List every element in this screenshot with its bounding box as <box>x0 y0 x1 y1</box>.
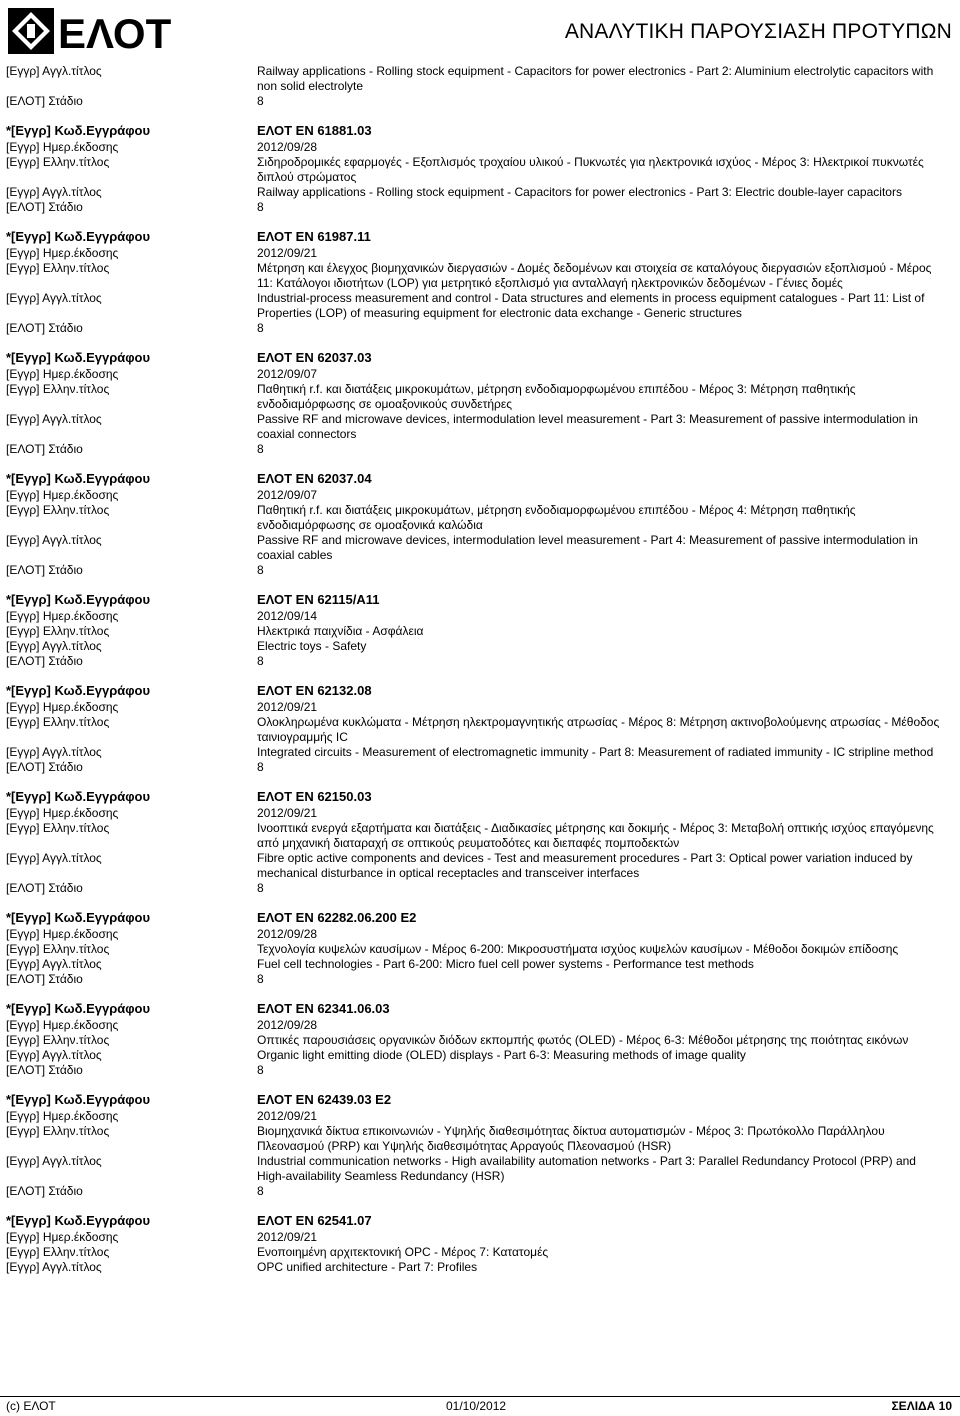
el-title-value: Σιδηροδρομικές εφαρμογές - Εξοπλισμός τροχαίου υλικού - Πυκνωτές για ηλεκτρονικά ισχύος - Μέρος 3: Ηλεκτρικοί πυκνωτές διπλού στρώματος <box>257 155 924 184</box>
date-label: [Εγγρ] Ημερ.έκδοσης <box>6 367 119 381</box>
stage-label: [ΕΛΟΤ] Στάδιο <box>6 881 83 895</box>
el-title-value: Ενοποιημένη αρχιτεκτονική OPC - Μέρος 7: Κατατομές <box>257 1245 549 1259</box>
date-label: [Εγγρ] Ημερ.έκδοσης <box>6 1230 119 1244</box>
en-title-label: [Εγγρ] Αγγλ.τίτλος <box>6 64 102 78</box>
el-title-value: Βιομηχανικά δίκτυα επικοινωνιών - Υψηλής διαθεσιμότητας δίκτυα αυτοματισμών - Μέρος 3: Πρωτόκολλο Παράλληλου Πλεονασμού (PRP) και Υψηλής διαθεσιμότητας Αρραγούς Πλεονασμού (HSR) <box>257 1124 885 1153</box>
code-value: ΕΛΟΤ EN 62282.06.200 E2 <box>257 910 417 925</box>
en-title-label: [Εγγρ] Αγγλ.τίτλος <box>6 957 102 971</box>
page-header <box>0 0 960 62</box>
footer-page-number: ΣΕΛΙΔΑ 10 <box>891 1399 952 1413</box>
code-label: *[Εγγρ] Κωδ.Εγγράφου <box>6 592 151 607</box>
stage-value: 8 <box>257 1063 264 1077</box>
stage-value: 8 <box>257 881 264 895</box>
code-label: *[Εγγρ] Κωδ.Εγγράφου <box>6 471 151 486</box>
en-title-label: [Εγγρ] Αγγλ.τίτλος <box>6 412 102 426</box>
el-title-label: [Εγγρ] Ελλην.τίτλος <box>6 261 110 275</box>
date-value: 2012/09/14 <box>257 609 318 623</box>
en-title-value: Railway applications - Rolling stock equipment - Capacitors for power electronics - Part 2: Aluminium electrolytic capacitors with non solid electrolyte <box>257 64 934 93</box>
date-value: 2012/09/28 <box>257 927 318 941</box>
code-label: *[Εγγρ] Κωδ.Εγγράφου <box>6 229 151 244</box>
el-title-value: Παθητική r.f. και διατάξεις μικροκυμάτων, μέτρηση ενδοδιαμορφωμένου επιπέδου - Μέρος 3: Μέτρηση παθητικής ενδοδιαμόρφωσης σε ομοαξονικούς συνδετήρες <box>257 382 856 411</box>
en-title-label: [Εγγρ] Αγγλ.τίτλος <box>6 1048 102 1062</box>
document-record <box>0 64 960 109</box>
en-title-value: Fuel cell technologies - Part 6-200: Micro fuel cell power systems - Performance test methods <box>257 957 754 971</box>
code-label: *[Εγγρ] Κωδ.Εγγράφου <box>6 789 151 804</box>
en-title-value: Passive RF and microwave devices, intermodulation level measurement - Part 4: Measurement of passive intermodulation in coaxial cables <box>257 533 918 562</box>
en-title-label: [Εγγρ] Αγγλ.τίτλος <box>6 851 102 865</box>
en-title-value: Fibre optic active components and devices - Test and measurement procedures - Part 3: Optical power variation induced by mechanical disturbance in optical receptacles and transceiver interfaces <box>257 851 913 880</box>
el-title-value: Παθητική r.f. και διατάξεις μικροκυμάτων, μέτρηση ενδοδιαμορφωμένου επιπέδου - Μέρος 4: Μέτρηση παθητικής ενδοδιαμόρφωσης σε ομοαξονικά καλώδια <box>257 503 856 532</box>
date-value: 2012/09/07 <box>257 488 318 502</box>
report-title: ΑΝΑΛΥΤΙΚΗ ΠΑΡΟΥΣΙΑΣΗ ΠΡΟΤΥΠΩΝ <box>564 20 952 43</box>
records-list <box>0 64 960 1275</box>
stage-label: [ΕΛΟΤ] Στάδιο <box>6 442 83 456</box>
code-value: ΕΛΟΤ EN 61881.03 <box>257 123 372 138</box>
document-record <box>0 228 960 336</box>
en-title-value: Organic light emitting diode (OLED) displays - Part 6-3: Measuring methods of image quality <box>257 1048 746 1062</box>
el-title-label: [Εγγρ] Ελλην.τίτλος <box>6 624 110 638</box>
stage-value: 8 <box>257 563 264 577</box>
code-value: ΕΛΟΤ EN 62541.07 <box>257 1213 372 1228</box>
document-record <box>0 1000 960 1078</box>
date-value: 2012/09/21 <box>257 700 318 714</box>
footer-copyright: (c) ΕΛΟΤ <box>6 1399 56 1413</box>
en-title-label: [Εγγρ] Αγγλ.τίτλος <box>6 185 102 199</box>
stage-label: [ΕΛΟΤ] Στάδιο <box>6 654 83 668</box>
el-title-value: Ηλεκτρικά παιχνίδια - Ασφάλεια <box>257 624 424 638</box>
en-title-value: OPC unified architecture - Part 7: Profiles <box>257 1260 478 1274</box>
el-title-value: Ινοοπτικά ενεργά εξαρτήματα και διατάξεις - Διαδικασίες μέτρησης και δοκιμής - Μέρος 3: Μεταβολή οπτικής ισχύος επαγόμενης από μηχανική διαταραχή σε οπτικούς ρευματοδότες και διεπαφές πομποδεκτών <box>257 821 934 850</box>
code-value: ΕΛΟΤ EN 62341.06.03 <box>257 1001 390 1016</box>
document-record <box>0 349 960 457</box>
el-title-label: [Εγγρ] Ελλην.τίτλος <box>6 503 110 517</box>
code-label: *[Εγγρ] Κωδ.Εγγράφου <box>6 683 151 698</box>
en-title-label: [Εγγρ] Αγγλ.τίτλος <box>6 639 102 653</box>
stage-value: 8 <box>257 321 264 335</box>
date-value: 2012/09/21 <box>257 1109 318 1123</box>
el-title-value: Οπτικές παρουσιάσεις οργανικών διόδων εκπομπής φωτός (OLED) - Μέρος 6-3: Μέθοδοι μέτρησης της ποιότητας εικόνων <box>257 1033 909 1047</box>
el-title-label: [Εγγρ] Ελλην.τίτλος <box>6 1033 110 1047</box>
footer-date: 01/10/2012 <box>446 1399 507 1413</box>
date-label: [Εγγρ] Ημερ.έκδοσης <box>6 140 119 154</box>
date-label: [Εγγρ] Ημερ.έκδοσης <box>6 927 119 941</box>
page-footer <box>0 1396 960 1416</box>
code-value: ΕΛΟΤ EN 62150.03 <box>257 789 372 804</box>
code-value: ΕΛΟΤ EN 62115/A11 <box>257 592 380 607</box>
document-record <box>0 1212 960 1275</box>
date-label: [Εγγρ] Ημερ.έκδοσης <box>6 1018 119 1032</box>
date-value: 2012/09/21 <box>257 1230 318 1244</box>
stage-label: [ΕΛΟΤ] Στάδιο <box>6 1063 83 1077</box>
document-record <box>0 1091 960 1199</box>
date-value: 2012/09/28 <box>257 140 318 154</box>
en-title-value: Passive RF and microwave devices, intermodulation level measurement - Part 3: Measurement of passive intermodulation in coaxial connectors <box>257 412 918 441</box>
el-title-label: [Εγγρ] Ελλην.τίτλος <box>6 1245 110 1259</box>
stage-value: 8 <box>257 1184 264 1198</box>
en-title-label: [Εγγρ] Αγγλ.τίτλος <box>6 533 102 547</box>
logo-text: ΕΛΟΤ <box>58 10 172 57</box>
document-record <box>0 909 960 987</box>
stage-value: 8 <box>257 442 264 456</box>
document-record <box>0 470 960 578</box>
en-title-value: Integrated circuits - Measurement of electromagnetic immunity - Part 8: Measurement of radiated immunity - IC stripline method <box>257 745 934 759</box>
code-value: ΕΛΟΤ EN 62037.03 <box>257 350 372 365</box>
document-record <box>0 682 960 775</box>
stage-value: 8 <box>257 972 264 986</box>
document-record <box>0 788 960 896</box>
stage-label: [ΕΛΟΤ] Στάδιο <box>6 760 83 774</box>
date-value: 2012/09/21 <box>257 806 318 820</box>
stage-value: 8 <box>257 200 264 214</box>
el-title-label: [Εγγρ] Ελλην.τίτλος <box>6 942 110 956</box>
stage-label: [ΕΛΟΤ] Στάδιο <box>6 563 83 577</box>
code-value: ΕΛΟΤ EN 62132.08 <box>257 683 372 698</box>
code-label: *[Εγγρ] Κωδ.Εγγράφου <box>6 1213 151 1228</box>
code-label: *[Εγγρ] Κωδ.Εγγράφου <box>6 1001 151 1016</box>
code-value: ΕΛΟΤ EN 61987.11 <box>257 229 371 244</box>
el-title-label: [Εγγρ] Ελλην.τίτλος <box>6 155 110 169</box>
date-label: [Εγγρ] Ημερ.έκδοσης <box>6 246 119 260</box>
document-record <box>0 591 960 669</box>
date-label: [Εγγρ] Ημερ.έκδοσης <box>6 488 119 502</box>
el-title-value: Ολοκληρωμένα κυκλώματα - Μέτρηση ηλεκτρομαγνητικής ατρωσίας - Μέρος 8: Μέτρηση ακτινοβολούμενης ατρωσίας - Μέθοδος ταινιογραμμής IC <box>257 715 940 744</box>
en-title-value: Railway applications - Rolling stock equipment - Capacitors for power electronics - Part 3: Electric double-layer capacitors <box>257 185 902 199</box>
date-value: 2012/09/21 <box>257 246 318 260</box>
document-record <box>0 122 960 215</box>
en-title-value: Industrial-process measurement and control - Data structures and elements in process equipment catalogues - Part 11: List of Properties (LOP) of measuring equipment for electronic data exchange - Generic structures <box>257 291 925 320</box>
date-label: [Εγγρ] Ημερ.έκδοσης <box>6 609 119 623</box>
code-label: *[Εγγρ] Κωδ.Εγγράφου <box>6 123 151 138</box>
code-label: *[Εγγρ] Κωδ.Εγγράφου <box>6 1092 151 1107</box>
en-title-value: Electric toys - Safety <box>257 639 367 653</box>
date-label: [Εγγρ] Ημερ.έκδοσης <box>6 1109 119 1123</box>
code-value: ΕΛΟΤ EN 62439.03 E2 <box>257 1092 392 1107</box>
el-title-label: [Εγγρ] Ελλην.τίτλος <box>6 382 110 396</box>
date-label: [Εγγρ] Ημερ.έκδοσης <box>6 806 119 820</box>
el-title-label: [Εγγρ] Ελλην.τίτλος <box>6 715 110 729</box>
stage-value: 8 <box>257 94 264 108</box>
stage-label: [ΕΛΟΤ] Στάδιο <box>6 200 83 214</box>
date-value: 2012/09/28 <box>257 1018 318 1032</box>
stage-label: [ΕΛΟΤ] Στάδιο <box>6 1184 83 1198</box>
date-label: [Εγγρ] Ημερ.έκδοσης <box>6 700 119 714</box>
code-label: *[Εγγρ] Κωδ.Εγγράφου <box>6 910 151 925</box>
en-title-value: Industrial communication networks - High availability automation networks - Part 3: Parallel Redundancy Protocol (PRP) and High-availability Seamless Redundancy (HSR) <box>257 1154 916 1183</box>
el-title-label: [Εγγρ] Ελλην.τίτλος <box>6 1124 110 1138</box>
elot-logo <box>8 6 172 57</box>
code-label: *[Εγγρ] Κωδ.Εγγράφου <box>6 350 151 365</box>
stage-value: 8 <box>257 760 264 774</box>
stage-label: [ΕΛΟΤ] Στάδιο <box>6 94 83 108</box>
code-value: ΕΛΟΤ EN 62037.04 <box>257 471 372 486</box>
el-title-value: Τεχνολογία κυψελών καυσίμων - Μέρος 6-200: Μικροσυστήματα ισχύος κυψελών καυσίμων - Μέθοδοι δοκιμών επίδοσης <box>257 942 899 956</box>
stage-label: [ΕΛΟΤ] Στάδιο <box>6 972 83 986</box>
date-value: 2012/09/07 <box>257 367 318 381</box>
stage-value: 8 <box>257 654 264 668</box>
en-title-label: [Εγγρ] Αγγλ.τίτλος <box>6 1260 102 1274</box>
el-title-value: Μέτρηση και έλεγχος βιομηχανικών διεργασιών - Δομές δεδομένων και στοιχεία σε καταλόγους διεργασιών εξοπλισμού - Μέρος 11: Κατάλογοι ιδιοτήτων (LOP) για μετρητικό εξοπλισμό για ανταλλαγή ηλεκτρονικών δεδομένων - Γένιες δομές <box>257 261 932 290</box>
en-title-label: [Εγγρ] Αγγλ.τίτλος <box>6 1154 102 1168</box>
stage-label: [ΕΛΟΤ] Στάδιο <box>6 321 83 335</box>
en-title-label: [Εγγρ] Αγγλ.τίτλος <box>6 745 102 759</box>
el-title-label: [Εγγρ] Ελλην.τίτλος <box>6 821 110 835</box>
en-title-label: [Εγγρ] Αγγλ.τίτλος <box>6 291 102 305</box>
